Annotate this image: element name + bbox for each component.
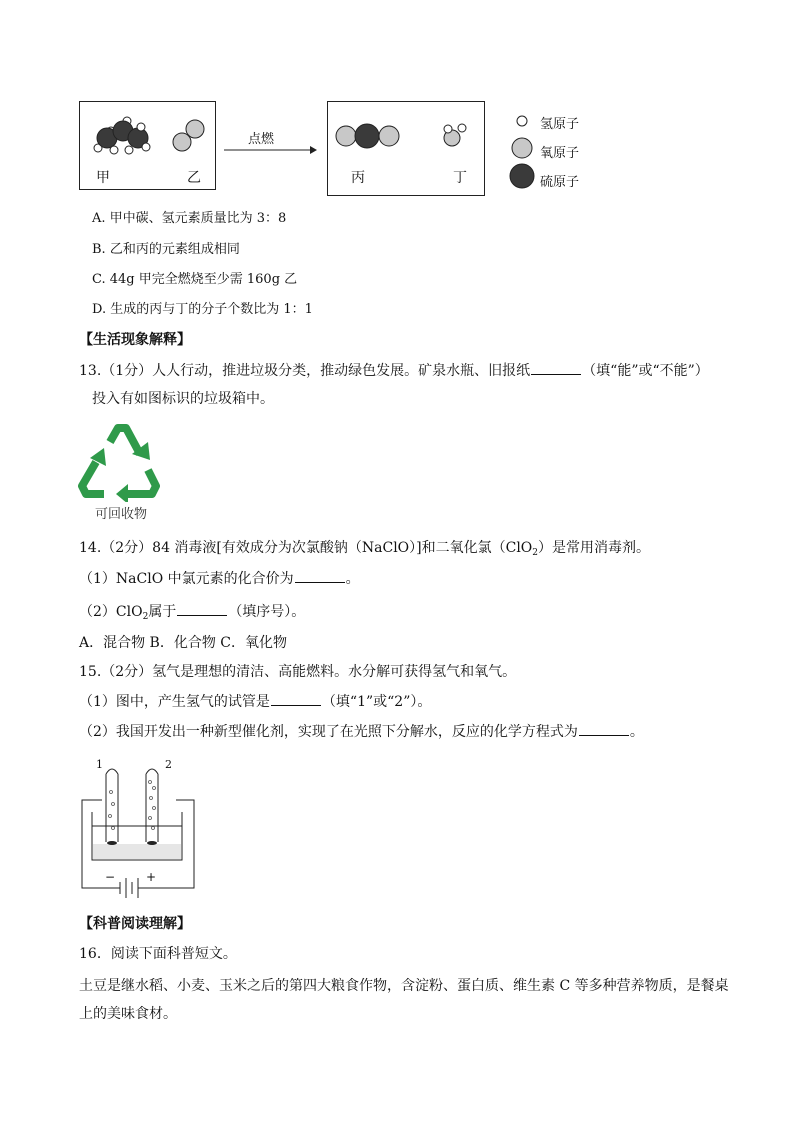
product2-label: 丁 (453, 170, 467, 186)
reactant2-label: 乙 (187, 170, 201, 186)
molecule-ding (444, 124, 466, 146)
section-heading-reading: 【科普阅读理解】 (79, 916, 191, 932)
q13-stem: 13.（1分）人人行动，推进垃圾分类，推动绿色发展。矿泉水瓶、旧报纸 (79, 363, 531, 379)
q14-p1-text: （1）NaClO 中氯元素的化合价为 (79, 571, 294, 587)
q14-p1-end: 。 (345, 571, 360, 587)
legend-hydrogen: 氢原子 (540, 117, 580, 132)
q14-choices: A．混合物 B．化合物 C．氧化物 (79, 635, 288, 651)
answer-blank[interactable] (295, 570, 345, 583)
option-a: A. 甲中碳、氢元素质量比为 3：8 (92, 211, 287, 226)
q14-p2-mid: 属于 (148, 604, 177, 620)
option-b: B. 乙和丙的元素组成相同 (92, 242, 240, 257)
q14-p2-text: （2）ClO (79, 604, 143, 620)
q16-stem: 16．阅读下面科普短文。 (79, 946, 237, 962)
molecule-jia (94, 117, 150, 154)
q14-part1 (79, 569, 360, 589)
q15-part2 (79, 722, 644, 742)
oxygen-atom-icon (512, 138, 532, 158)
answer-blank[interactable] (579, 723, 629, 736)
q14-stem-b: ）是常用消毒剂。 (538, 540, 651, 556)
legend-sulfur: 硫原子 (540, 175, 580, 190)
legend-oxygen: 氧原子 (540, 146, 580, 161)
tube2-label: 2 (165, 758, 172, 771)
q14-p2-end: （填序号）。 (228, 604, 306, 620)
electrolysis-apparatus (76, 752, 206, 898)
recycle-icon (76, 420, 164, 502)
positive-terminal-label: + (146, 870, 157, 884)
q15-p2-end: 。 (629, 724, 644, 740)
molecule-bing (336, 124, 399, 148)
q15-p2-text: （2）我国开发出一种新型催化剂，实现了在光照下分解水，反应的化学方程式为 (79, 724, 578, 740)
reactant1-label: 甲 (96, 170, 110, 186)
q13-line1 (79, 361, 709, 381)
q14-stem-sub: 2 (532, 548, 539, 558)
q14-stem-a: 14.（2分）84 消毒液[有效成分为次氯酸钠（NaClO）]和二氧化氯（ClO (79, 540, 533, 556)
answer-blank[interactable] (531, 362, 581, 375)
sulfur-atom-icon (510, 164, 534, 188)
q15-p1-end: （填“1”或“2”）。 (321, 694, 432, 710)
negative-terminal-label: − (105, 870, 116, 884)
molecule-yi (173, 120, 204, 151)
answer-blank[interactable] (271, 693, 321, 706)
section-heading-life: 【生活现象解释】 (79, 332, 191, 348)
q15-stem: 15.（2分）氢气是理想的清洁、高能燃料。水分解可获得氢气和氧气。 (79, 664, 517, 680)
option-d: D. 生成的丙与丁的分子个数比为 1：1 (92, 302, 313, 317)
q16-para-line2: 上的美味食材。 (79, 1006, 177, 1022)
q15-p1-text: （1）图中，产生氢气的试管是 (79, 694, 270, 710)
q14-stem (79, 538, 650, 563)
q14-part2 (79, 602, 305, 627)
q16-para-line1: 土豆是继水稻、小麦、玉米之后的第四大粮食作物，含淀粉、蛋白质、维生素 C 等多种营养物质，是餐桌 (79, 978, 729, 994)
q13-line2: 投入有如图标识的垃圾箱中。 (92, 391, 274, 407)
recycle-label: 可回收物 (95, 507, 148, 522)
q13-hint: （填“能”或“不能”） (582, 363, 709, 379)
option-c: C. 44g 甲完全燃烧至少需 160g 乙 (92, 272, 298, 287)
arrow-icon (222, 144, 318, 156)
tube1-label: 1 (96, 758, 103, 771)
condition-label: 点燃 (248, 132, 275, 147)
product1-label: 丙 (351, 170, 365, 186)
q14-p2-sub: 2 (142, 612, 149, 622)
legend-icons (506, 110, 538, 192)
hydrogen-atom-icon (517, 116, 527, 126)
answer-blank[interactable] (177, 603, 227, 616)
q15-part1 (79, 692, 431, 712)
